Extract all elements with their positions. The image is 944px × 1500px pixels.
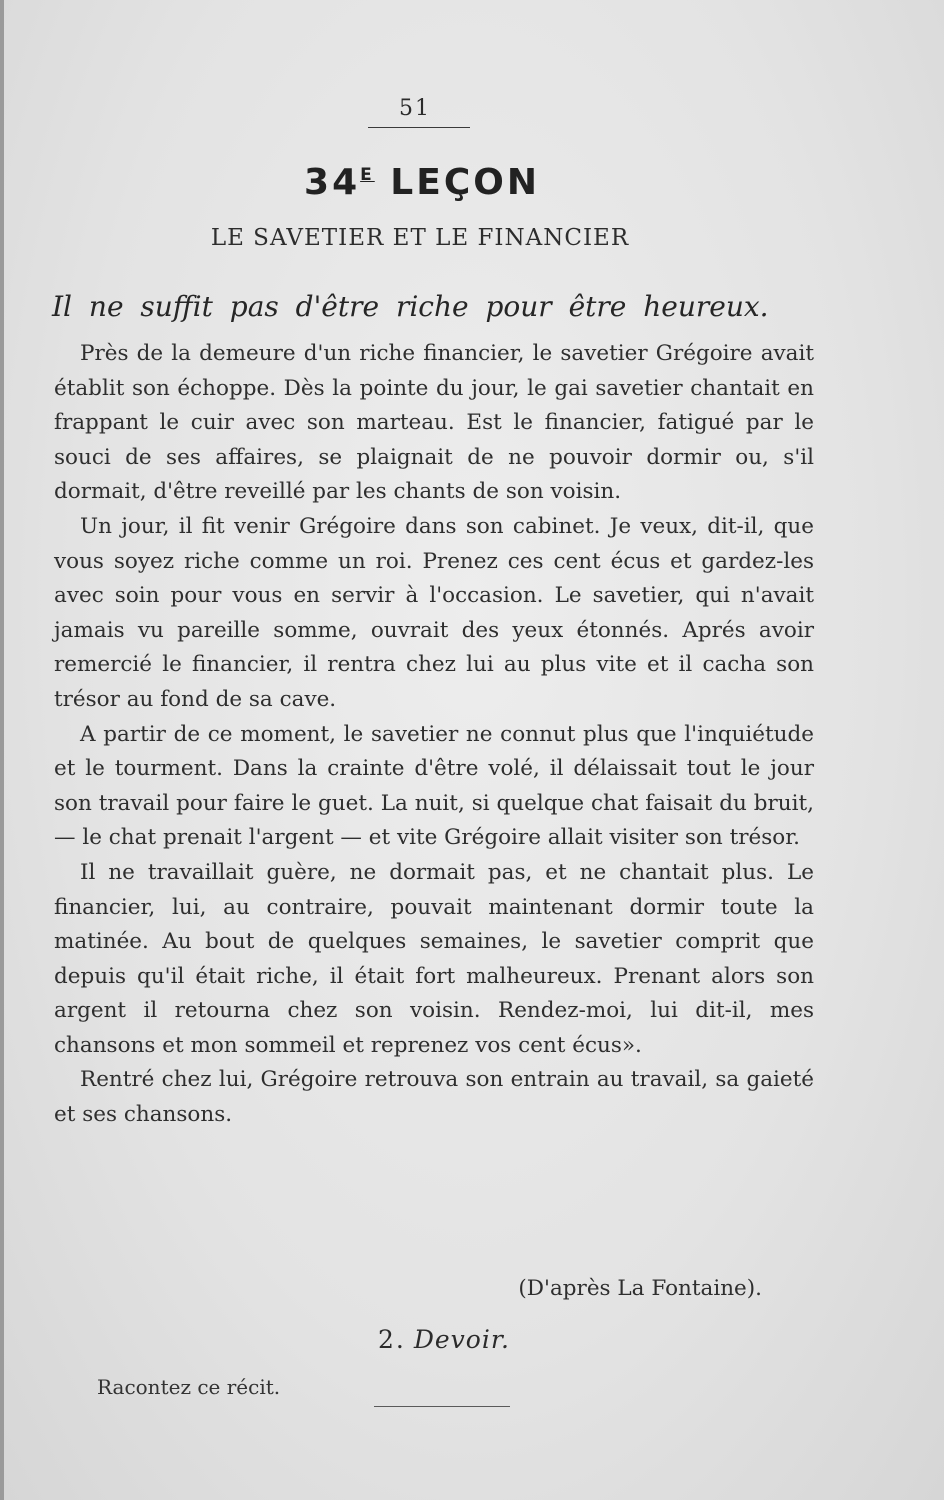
lesson-word: LEÇON [390,162,540,203]
closing-rule [374,1406,510,1407]
story-title: LE SAVETIER ET LE FINANCIER [210,225,630,251]
lesson-title [0,162,844,203]
devoir-heading [0,1325,888,1354]
paragraph-3: A partir de ce moment, le savetier ne connut plus que l'inquiétude et le tourment. Dans la crainte d'être volé, il délaissait tout le jour son travail pour faire le guet. La nuit, si quelque chat faisait du bruit, — le chat prenait l'argent — et vite Grégoire allait visiter son trésor. [54,721,814,851]
lesson-number: 34 [304,162,361,203]
paragraph-1: Près de la demeure d'un riche financier, le savetier Grégoire avait établit son échoppe. Dès la pointe du jour, le gai savetier chantait en frappant le cuir avec son marteau. Est le financier, fatigué par le souci de ses affaires, se plaignait de ne pouvoir dormir ou, s'il dormait, d'être reveillé par les chants de son voisin. [54,341,814,505]
paragraph-4: Il ne travaillait guère, ne dormait pas, et ne chantait plus. Le financier, lui, au contraire, pouvait maintenant dormir toute la matinée. Au bout de quelques semaines, le savetier comprit que depuis qu'il était riche, il était fort malheureux. Prenant alors son argent il retourna chez son voisin. Rendez-moi, lui dit-il, mes chansons et mon sommeil et reprenez vos cent écus». [54,859,814,1058]
story-body [54,337,814,1133]
paragraph-5: Rentré chez lui, Grégoire retrouva son entrain au travail, sa gaieté et ses chansons. [54,1067,814,1128]
lesson-superscript: E [360,165,375,185]
exercise-instruction: Racontez ce récit. [97,1375,281,1399]
paragraph-2: Un jour, il fit venir Grégoire dans son cabinet. Je veux, dit-il, que vous soyez riche comme un roi. Prenez ces cent écus et gardez-les avec soin pour vous en servir à l'occasion. Le savetier, qui n'avait jamais vu pareille somme, ouvrait des yeux étonnés. Aprés avoir remercié le financier, il rentra chez lui au plus vite et il cacha son trésor au fond de sa cave. [54,513,814,712]
source-attribution: (D'après La Fontaine). [518,1276,762,1301]
devoir-word: Devoir. [413,1325,511,1354]
maxim: Il ne suffit pas d'être riche pour être heureux. [52,290,769,323]
devoir-number: 2. [377,1325,406,1354]
page-number-rule [368,127,470,128]
page-number: 51 [399,96,431,121]
